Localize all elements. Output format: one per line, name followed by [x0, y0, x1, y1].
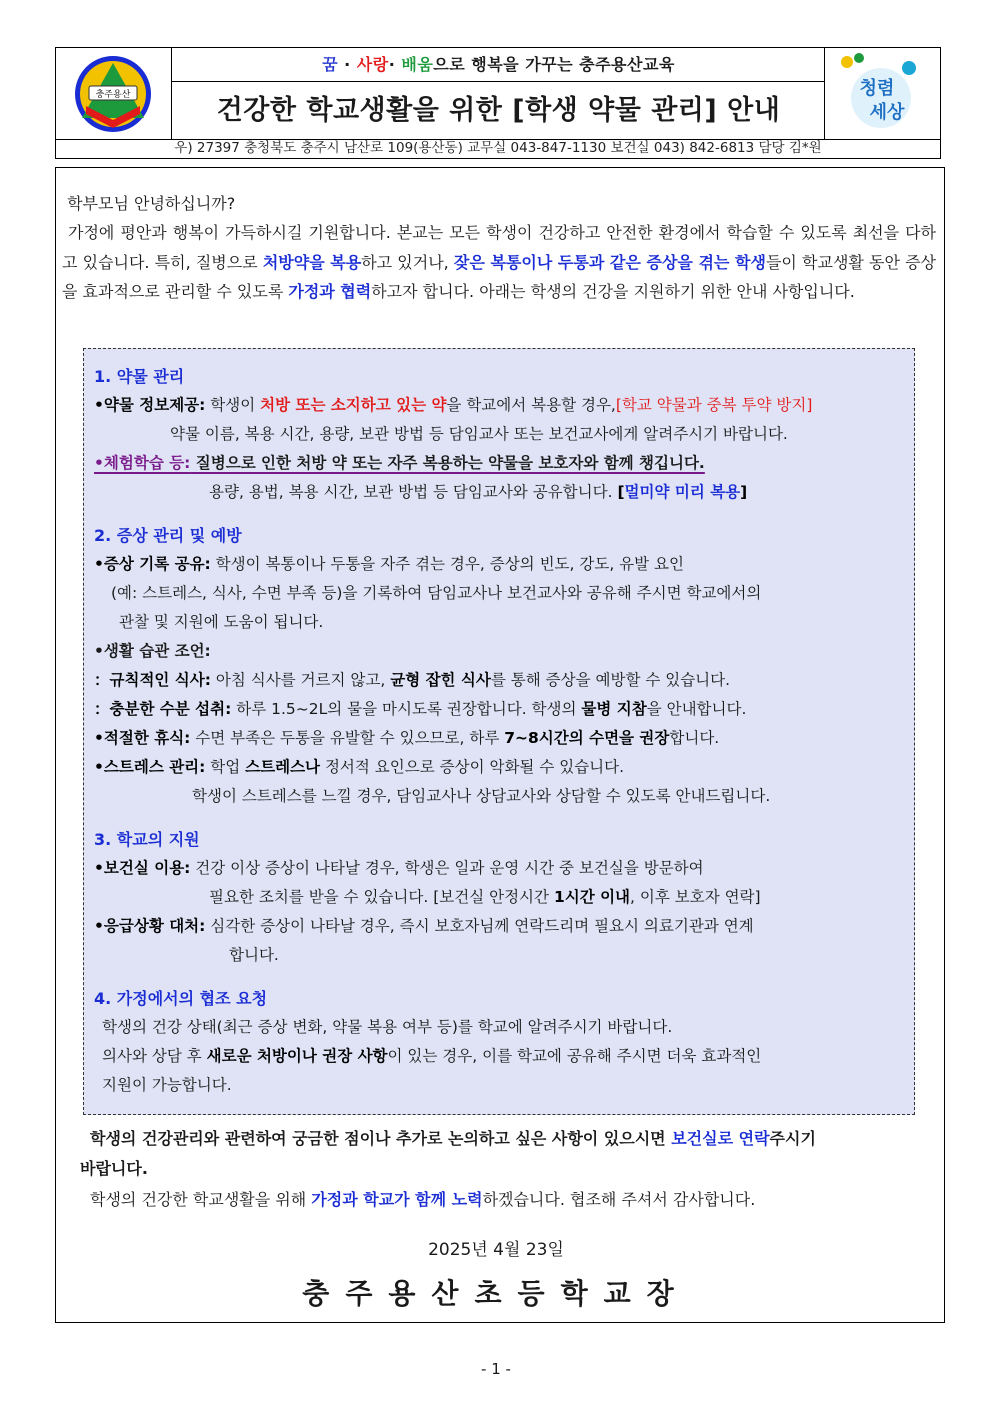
s1-line-4 — [209, 480, 747, 502]
text: , 이후 보호자 연락] — [630, 888, 761, 906]
text: 합니다. — [669, 729, 720, 747]
text: 의사와 상담 후 — [102, 1047, 207, 1065]
text: 이 있는 경우, 이를 학교에 공유해 주시면 더욱 효과적인 — [387, 1047, 762, 1065]
text: 수면 부족은 두통을 유발할 수 있으므로, 하루 — [190, 729, 505, 747]
s1-line-3 — [94, 451, 705, 473]
text: 을 안내합니다. — [646, 700, 747, 718]
emblem-text-1: 청렴 — [859, 78, 895, 99]
section-2-title: 2. 증상 관리 및 예방 — [94, 526, 242, 545]
intro-highlight: 가정과 협력 — [288, 282, 372, 301]
s2-line-4: •생활 습관 조언: — [94, 642, 211, 660]
intro-highlight: 잦은 복통이나 두통과 같은 증상을 겪는 학생 — [453, 252, 766, 272]
slogan — [172, 48, 825, 82]
intro-text: 하고자 합니다. 아래는 학생의 건강을 지원하기 위한 안내 사항입니다. — [371, 282, 855, 301]
s3-line-1 — [94, 856, 704, 878]
text: 용량, 용법, 복용 시간, 보관 방법 등 담임교사와 공유합니다. — [209, 483, 618, 501]
text: 학생이 복통이나 두통을 자주 겪는 경우, 증상의 빈도, 강도, 유발 요인 — [210, 555, 685, 573]
s3-line-4: 합니다. — [229, 946, 279, 964]
section-1-title: 1. 약물 관리 — [94, 367, 185, 386]
s3-line-2 — [209, 885, 761, 907]
highlight: 멀미약 미리 복용 — [624, 483, 741, 501]
text: 학생이 — [205, 396, 261, 414]
intro-highlight: 처방약을 복용 — [262, 252, 362, 272]
text: 학생의 건강관리와 관련하여 궁금한 점이나 추가로 논의하고 싶은 사항이 있으시면 — [90, 1129, 672, 1148]
text: 건강 이상 증상이 나타날 경우, 학생은 일과 운영 시간 중 보건실을 방문하여 — [190, 859, 704, 877]
text: 심각한 증상이 나타날 경우, 즉시 보호자님께 연락드리며 필요시 의료기관과 연계 — [205, 917, 754, 935]
s2-line-9: 학생이 스트레스를 느낄 경우, 담임교사나 상담교사와 상담할 수 있도록 안내드립니다. — [192, 787, 771, 805]
label: ：규칙적인 식사: — [94, 671, 211, 689]
slogan-word-1: 꿈 — [322, 55, 339, 74]
label: ：충분한 수분 섭취: — [94, 700, 232, 718]
slogan-sep: · — [338, 55, 357, 74]
label: •응급상황 대처: — [94, 917, 206, 935]
school-logo — [56, 48, 171, 139]
intro-text: 들이 학교생활 동안 증상을 효과적으로 관리할 수 있도록 — [62, 252, 936, 301]
section-3-title: 3. 학교의 지원 — [94, 830, 200, 849]
text: 필요한 조치를 받을 수 있습니다. [보건실 안정시간 — [209, 888, 554, 906]
s2-line-2: (예: 스트레스, 식사, 수면 부족 등)을 기록하여 담임교사나 보건교사와 공유해 주시면 학교에서의 — [111, 584, 762, 602]
s1-line-1 — [94, 393, 812, 415]
school-address: 우) 27397 충청북도 충주시 남산로 109(용산동) 교무실 043-847-1130 보건실 043) 842-6813 담당 김*원 — [55, 139, 941, 159]
s4-line-2 — [102, 1044, 761, 1066]
letter-date: 2025년 4월 23일 — [428, 1240, 564, 1260]
closing-line-1 — [90, 1126, 816, 1149]
bracket: ] — [740, 483, 748, 501]
label: •스트레스 관리: — [94, 758, 206, 776]
greeting — [62, 189, 936, 219]
label: •약물 정보제공: — [94, 396, 206, 414]
slogan-sep: · — [388, 55, 402, 74]
intro-paragraph — [62, 218, 936, 307]
s2-line-7 — [94, 726, 719, 748]
text: 주시기 — [769, 1129, 816, 1148]
page-title: 건강한 학교생활을 위한 [학생 약물 관리] 안내 — [216, 95, 781, 126]
highlight: [학교 약물과 중복 투약 방지] — [615, 396, 813, 414]
s4-line-3: 지원이 가능합니다. — [102, 1076, 232, 1094]
text: 을 학교에서 복용할 경우, — [446, 396, 616, 414]
text: 아침 식사를 거르지 않고, — [210, 671, 391, 689]
s1-line-2: 약물 이름, 복용 시간, 용량, 보관 방법 등 담임교사 또는 보건교사에게 알려주시기 바랍니다. — [170, 425, 788, 443]
highlight: 1시간 이내 — [553, 888, 631, 906]
slogan-word-2: 사랑 — [356, 55, 389, 74]
page-number: - 1 - — [481, 1360, 511, 1378]
highlight: 균형 잡힌 식사 — [390, 671, 491, 689]
s2-line-6 — [94, 697, 746, 719]
s4-line-1: 학생의 건강 상태(최근 증상 변화, 약물 복용 여부 등)를 학교에 알려주시기 바랍니다. — [102, 1018, 673, 1036]
bracket: [ — [617, 483, 625, 501]
s2-line-8 — [94, 755, 624, 777]
highlight: 새로운 처방이나 권장 사항 — [206, 1047, 388, 1065]
label: •증상 기록 공유: — [94, 555, 211, 573]
s2-line-3: 관찰 및 지원에 도움이 됩니다. — [119, 613, 324, 631]
slogan-rest: 으로 행복을 가꾸는 충주용산교육 — [433, 55, 675, 74]
label: •적절한 휴식: — [94, 729, 191, 747]
emblem-text-2: 세상 — [869, 102, 905, 123]
text: 하루 1.5~2L의 물을 마시도록 권장합니다. 학생의 — [231, 700, 582, 718]
closing-line-2: 바랍니다. — [80, 1159, 148, 1178]
label: •보건실 이용: — [94, 859, 191, 877]
text: 질병으로 인한 처방 약 또는 자주 복용하는 약물을 보호자와 함께 챙깁니다. — [190, 454, 705, 472]
integrity-emblem-cell — [824, 48, 940, 139]
label: •체험학습 등: — [94, 454, 191, 472]
signatory: 충주용산초등학교장 — [302, 1277, 690, 1310]
highlight: 물병 지참 — [581, 700, 647, 718]
closing-line-3 — [90, 1187, 755, 1210]
intro-text: 하고 있거나, — [361, 252, 454, 272]
logo-text: 충주용산 — [95, 90, 131, 100]
text: 를 통해 증상을 예방할 수 있습니다. — [490, 671, 731, 689]
section-4-title: 4. 가정에서의 협조 요청 — [94, 989, 268, 1008]
highlight: 처방 또는 소지하고 있는 약 — [260, 396, 447, 414]
s3-line-3 — [94, 914, 754, 936]
s2-line-1 — [94, 552, 684, 574]
highlight: 가정과 학교가 함께 노력 — [311, 1190, 483, 1209]
highlight: 7~8시간의 수면을 권장 — [504, 729, 670, 747]
text: 학생의 건강한 학교생활을 위해 — [90, 1190, 312, 1209]
letterhead-box — [55, 47, 941, 140]
guidance-box — [83, 348, 915, 1115]
highlight: 스트레스나 — [245, 758, 321, 776]
s2-line-5 — [94, 668, 730, 690]
intro-text: 가정에 평안과 행복이 가득하시길 기원합니다. 본교는 모든 학생이 건강하고 안전한 환경에서 학습할 수 있도록 최선을 다하고 있습니다. 특히, 질병으로 — [62, 223, 936, 272]
slogan-word-3: 배움 — [401, 55, 434, 74]
school-logo-cell — [56, 48, 172, 139]
text: 학업 — [205, 758, 246, 776]
integrity-emblem — [825, 48, 940, 139]
letterhead — [55, 47, 941, 157]
greeting-text: 학부모님 안녕하십니까? — [67, 194, 236, 213]
text: 정서적 요인으로 증상이 악화될 수 있습니다. — [320, 758, 625, 776]
text: 하겠습니다. 협조해 주셔서 감사합니다. — [482, 1190, 756, 1209]
highlight: 보건실로 연락 — [671, 1129, 770, 1148]
